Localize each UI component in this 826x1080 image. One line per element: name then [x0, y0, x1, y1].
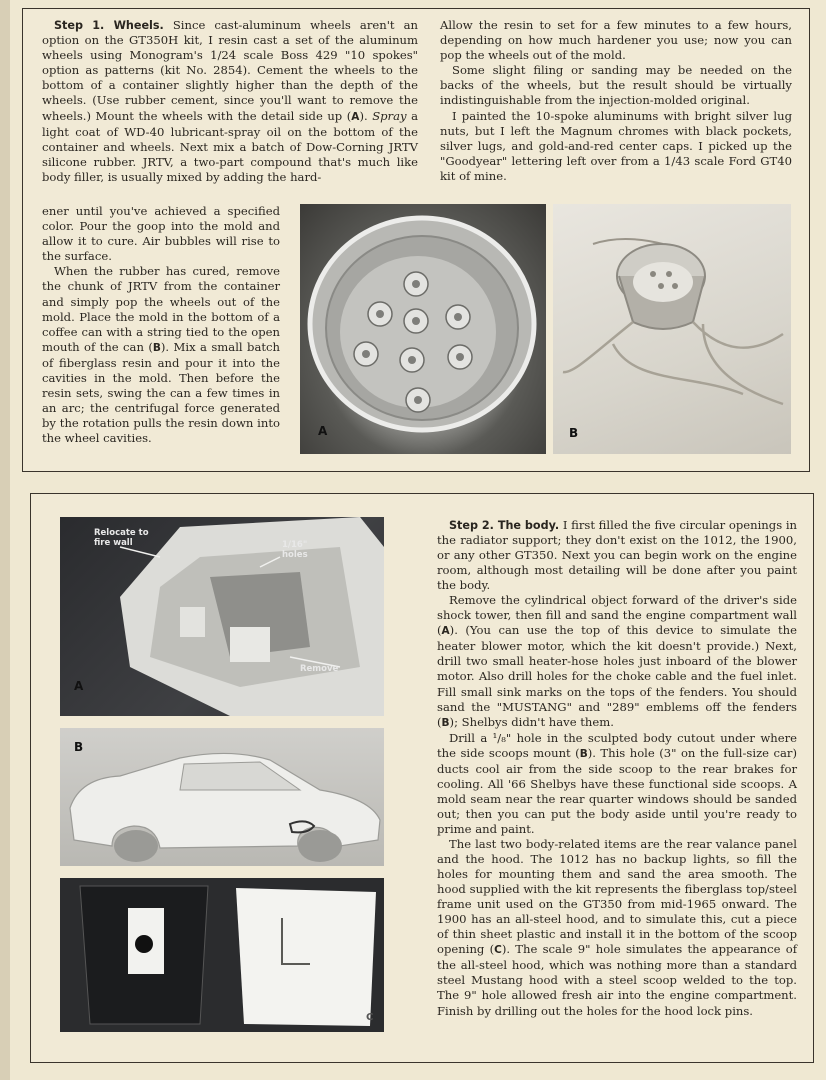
photo-b-label: B — [569, 426, 579, 440]
ref-c: C — [494, 944, 502, 957]
step1-spray: Spray — [372, 108, 407, 123]
step2-p2: Remove the cylindrical object forward of the driver's side shock tower, then fill and sand the engine compartment wall (A). (You can use the top of this device to simulate the heater blower motor, which the kit doesn't provide.) Next, drill two small heater-hose holes just inboard of the blower motor. Also drill holes for the choke cable and the fuel inlet. Fill small sink marks on the tops of the fenders. You should sand the "MUSTANG" and "289" emblems off the fenders (B); Shelbys didn't have them. — [437, 593, 797, 729]
photo-b2-label: B — [74, 740, 84, 754]
step2-p3: Drill a ¹/₈" hole in the sculpted body cutout under where the side scoops mount (B). This hole (3" on the full-size car) ducts cool air from the side scoop to the rear brakes for cooling. All '66 Shelbys have these functional side scoops. A mold seam near the rear quarter windows should be sanded out; then you can put the body aside until you're ready to prime and paint. — [437, 730, 797, 836]
step1-text-2: ). — [359, 108, 373, 123]
step1-heading: Step 1. Wheels. — [54, 19, 164, 32]
step2-text — [437, 518, 797, 1019]
step1-right-p2: Some slight filing or sanding may be needed on the backs of the wheels, but the result should be virtually indistinguishable from the injection-molded original. — [440, 63, 792, 108]
ref-a: A — [351, 110, 360, 123]
photo-can-with-string — [553, 204, 791, 454]
hood-illustration — [60, 878, 384, 1032]
step1-left-p2: When the rubber has cured, remove the chunk of JRTV from the container and simply pop the wheels out of the mold. Place the mold in the bottom of a coffee can with a string tied to the open mouth of the can (B). Mix a small batch of fiberglass resin and pour it into the cavities in the mold. Then before the resin sets, swing the can a few times in an arc; the centrifugal force generated by the rotation pulls the resin down into the wheel cavities. — [42, 264, 280, 446]
ref-a-2: A — [441, 625, 450, 638]
page-edge — [0, 0, 10, 1080]
photo-mold-with-wheels — [300, 204, 546, 454]
photo-engine-compartment — [60, 517, 384, 716]
step2-p4: The last two body-related items are the rear valance panel and the hood. The 1012 has no backup lights, so fill the holes for mounting them and sand the area smooth. The hood supplied with the kit represents the fiberglass top/steel frame unit used on the GT350 from mid-1965 onward. The 1900 has an all-steel hood, and to simulate this, cut a piece of thin sheet plastic and install it in the bottom of the scoop opening (C). The scale 9" hole simulates the appearance of the all-steel hood, which was nothing more than a standard steel Mustang hood with a steel scoop welded to the top. The 9" hole allowed fresh air into the engine compartment. Finish by drilling out the holes for the hood lock pins. — [437, 836, 797, 1018]
step2-p1: Step 2. The body. I first filled the five circular openings in the radiator support; they don't exist on the 1012, the 1900, or any other GT350. Next you can begin work on the engine room, although most detailing will be done after you paint the body. — [437, 518, 798, 593]
step1-left-p1: ener until you've achieved a specified color. Pour the goop into the mold and allow it to cure. Air bubbles will rise to the surface. — [42, 204, 280, 264]
photo-c2-label: C — [366, 1012, 374, 1023]
ref-b-2: B — [441, 716, 450, 729]
step1-left-column — [42, 204, 280, 447]
step1-intro-text — [42, 18, 418, 185]
step2-heading: Step 2. The body. — [449, 519, 560, 532]
callout-remove: Remove — [300, 664, 339, 674]
step1-right-p3: I painted the 10-spoke aluminums with bright silver lug nuts, but I left the Magnum chromes with black pockets, silver lugs, and gold-and-red center caps. I picked up the "Goodyear" lettering left over from a 1/43 scale Ford GT40 kit of mine. — [440, 108, 792, 183]
car-body-illustration — [60, 728, 384, 866]
step1-right-p1: Allow the resin to set for a few minutes to a few hours, depending on how much hardener you use; now you can pop the wheels out of the mold. — [440, 18, 792, 63]
mold-illustration — [300, 204, 546, 454]
photo-body-side — [60, 728, 384, 866]
callout-holes: 1/16" holes — [282, 540, 308, 560]
photo-a2-label: A — [74, 679, 84, 693]
step1-right-column — [440, 18, 792, 184]
ref-b-3: B — [579, 747, 588, 760]
step1-text-1: Since cast-aluminum wheels aren't an option on the GT350H kit, I resin cast a set of the aluminum wheels using Monogram's 1/24 scale Boss 429 "10 spokes" option as patterns (kit No. 2854). Cement the wheels to the bottom of a container slightly higher than the depth of the wheels. (Use rubber cement, since you'll want to remove the wheels.) Mount the wheels with the detail side up ( — [42, 18, 418, 123]
step1-text-3: a light coat of WD-40 lubricant-spray oil on the bottom of the container and wheels. Next mix a batch of Dow-Corning JRTV silicone rubber. JRTV, a two-part compound that's much like body filler, is usually mixed by adding the hard- — [42, 108, 419, 184]
photo-hoods — [60, 878, 384, 1032]
ref-b: B — [152, 341, 161, 354]
photo-a-label: A — [318, 424, 328, 438]
callout-relocate: Relocate to fire wall — [94, 528, 149, 548]
can-illustration — [553, 204, 791, 454]
